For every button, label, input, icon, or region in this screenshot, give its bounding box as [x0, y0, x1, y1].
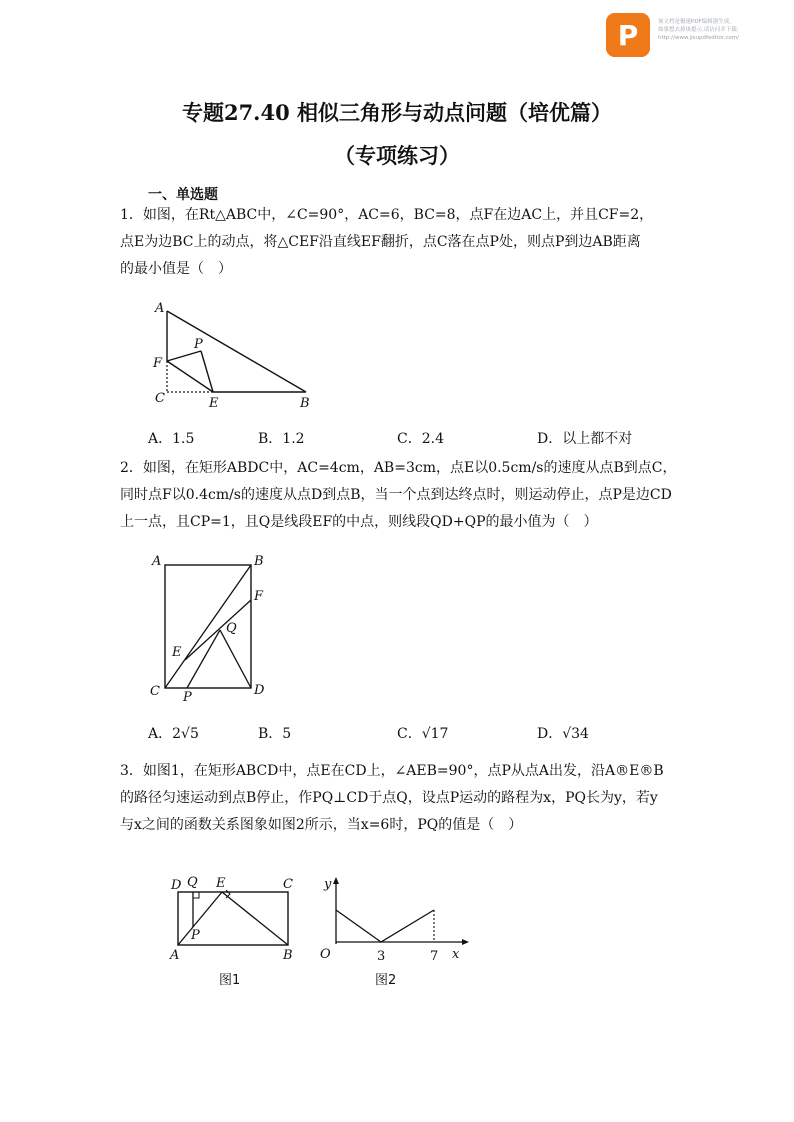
y-axis-arrow-icon [333, 877, 339, 884]
q2-option-d[interactable]: D．√34 [537, 726, 589, 742]
question-3-figure-1 [165, 872, 300, 964]
question-2-text [120, 455, 680, 536]
pdf-editor-logo [606, 13, 650, 57]
label-e: E [172, 645, 182, 660]
segment-eb [222, 892, 288, 945]
label-p: P [191, 928, 200, 943]
label-f: F [153, 356, 163, 371]
label-a: A [155, 301, 165, 316]
segment-fe [167, 361, 213, 392]
label-c: C [155, 391, 165, 406]
label-c: C [150, 684, 160, 699]
question-line: 点E为边BC上的动点，将△CEF沿直线EF翻折，点C落在点P处，则点P到边AB距离 [120, 234, 641, 250]
logo-letter: P [617, 19, 639, 52]
label-a: A [170, 948, 180, 963]
x-axis-arrow-icon [462, 939, 469, 945]
label-b: B [283, 948, 293, 963]
question-line: 3．如图1，在矩形ABCD中，点E在CD上，∠AEB=90°，点P从点A出发，沿A®E®B [120, 763, 664, 779]
question-line: 的路径匀速运动到点B停止，作PQ⊥CD于点Q，设点P运动的路程为x，PQ长为y，若y [120, 790, 658, 806]
tick-label-7: 7 [430, 949, 439, 964]
page-subtitle: （专项练习） [334, 143, 460, 168]
question-line: 上一点，且CP=1，且Q是线段EF的中点，则线段QD+QP的最小值为（ ） [120, 514, 598, 530]
q2-option-c[interactable]: C．√17 [397, 726, 449, 742]
tick-label-3: 3 [377, 949, 386, 964]
question-line: 的最小值是（ ） [120, 261, 232, 277]
label-d: D [171, 878, 182, 893]
label-e: E [209, 396, 219, 411]
function-graph-line [336, 910, 434, 942]
question-1-figure [145, 298, 325, 416]
question-line: 与x之间的函数关系图象如图2所示，当x=6时，PQ的值是（ ） [120, 817, 523, 833]
label-origin: O [320, 947, 331, 962]
label-p: P [183, 690, 192, 705]
label-f: F [254, 589, 264, 604]
question-2-figure [140, 548, 280, 706]
logo-notice [658, 18, 790, 42]
segment-pq [187, 630, 220, 688]
question-3-figure-2 [312, 872, 472, 964]
q1-option-d[interactable]: D．以上都不对 [537, 431, 633, 447]
q1-option-a[interactable]: A．1.5 [148, 431, 195, 447]
label-x: x [452, 947, 460, 962]
question-line: 1．如图，在Rt△ABC中，∠C=90°，AC=6，BC=8，点F在边AC上，并且CF=2， [120, 207, 654, 223]
q2-option-a[interactable]: A．2√5 [148, 726, 199, 742]
segment-ab [167, 311, 306, 392]
label-b: B [254, 554, 264, 569]
section-heading: 一、单选题 [148, 187, 218, 203]
segment-ef [185, 600, 251, 660]
logo-notice-line: 该文档是极速PDF编辑器生成, [658, 19, 731, 25]
label-e: E [216, 876, 226, 891]
label-b: B [300, 396, 310, 411]
figure-2-caption: 图2 [375, 973, 397, 988]
label-c: C [283, 877, 293, 892]
q2-option-b[interactable]: B．5 [258, 726, 292, 742]
label-q: Q [226, 621, 237, 636]
segment-qd [220, 630, 251, 688]
question-line: 同时点F以0.4cm/s的速度从点D到点B，当一个点到达终点时，则运动停止，点P是边CD [120, 487, 672, 503]
question-1-text [120, 202, 680, 283]
q1-option-b[interactable]: B．1.2 [258, 431, 305, 447]
segment-ae [178, 892, 222, 945]
figure-1-caption: 图1 [219, 973, 241, 988]
q1-option-c[interactable]: C．2.4 [397, 431, 444, 447]
segment-fp [167, 351, 201, 361]
question-line: 2．如图，在矩形ABDC中，AC=4cm，AB=3cm，点E以0.5cm/s的速度从点B到点C， [120, 460, 677, 476]
logo-notice-line[interactable]: http://www.jisupdfeditor.com/ [658, 35, 739, 41]
page-title: 专题27.40 相似三角形与动点问题（培优篇） [181, 100, 613, 125]
label-a: A [152, 554, 162, 569]
label-d: D [254, 683, 265, 698]
label-p: P [194, 337, 203, 352]
question-3-text [120, 758, 680, 839]
right-angle-q [193, 892, 199, 898]
diagonal-cb [165, 565, 251, 688]
label-y: y [324, 877, 332, 892]
logo-notice-line: 如果想去掉该提示,请访问并下载: [658, 27, 739, 33]
label-q: Q [187, 875, 198, 890]
logo-p-icon [606, 13, 650, 57]
